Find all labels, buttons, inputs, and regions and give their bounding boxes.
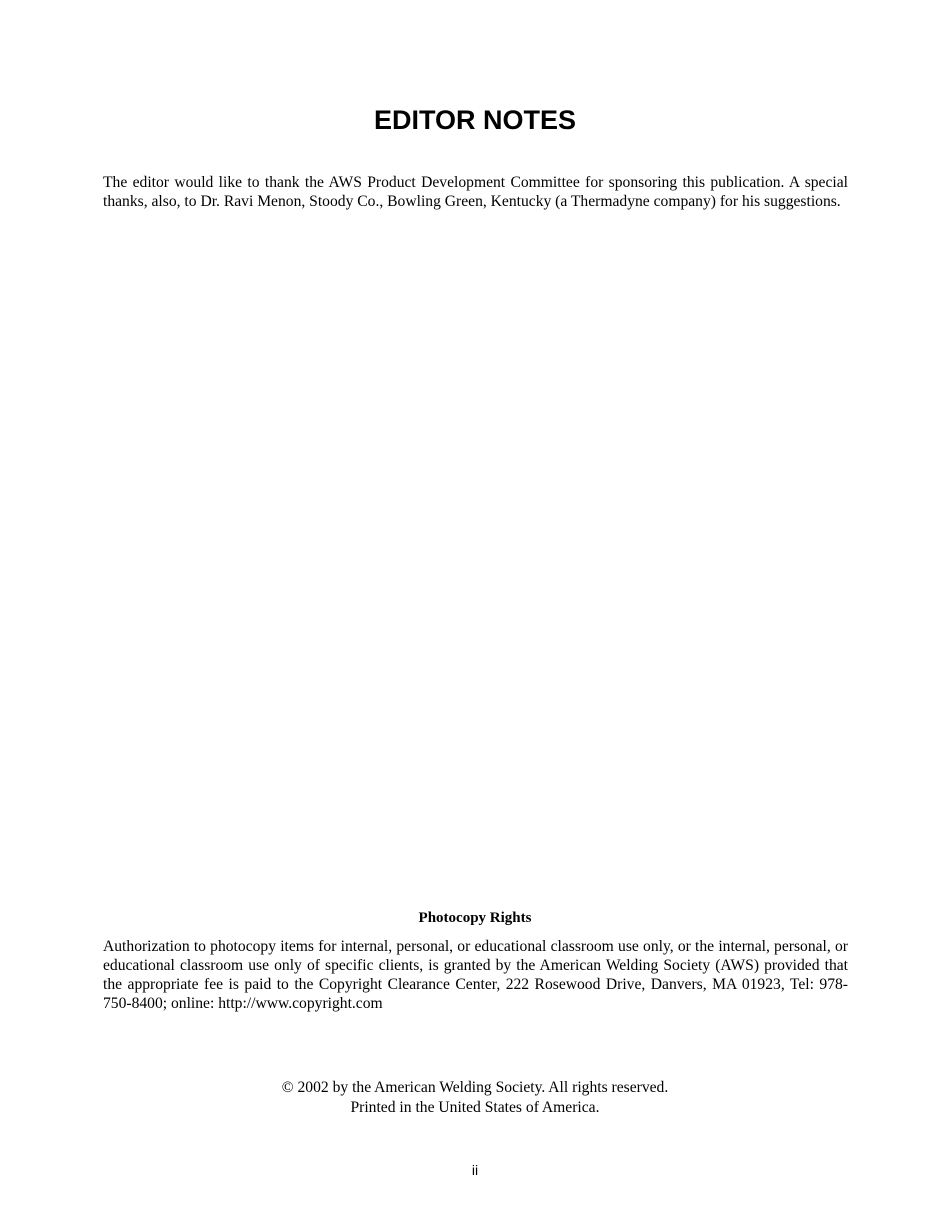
editor-notes-paragraph: The editor would like to thank the AWS Product Development Committee for sponsoring this publication. A special thanks, also, to Dr. Ravi Menon, Stoody Co., Bowling Green, Kentucky (a Thermadyne company) for his suggestions. [103, 174, 848, 210]
photocopy-rights-heading: Photocopy Rights [418, 910, 532, 926]
copyright-notice [0, 1078, 950, 1118]
copyright-line: © 2002 by the American Welding Society. All rights reserved. [281, 1079, 669, 1096]
printed-in-line: Printed in the United States of America. [350, 1099, 600, 1116]
photocopy-rights-paragraph: Authorization to photocopy items for internal, personal, or educational classroom use only, or the internal, personal, or educational classroom use only of specific clients, is granted by the American Welding Society (AWS) provided that the appropriate fee is paid to the Copyright Clearance Center, 222 Rosewood Drive, Danvers, MA 01923, Tel: 978-750-8400; online: http://www.copyright.com [103, 938, 848, 1012]
page-number: ii [471, 1162, 479, 1178]
page-title: EDITOR NOTES [373, 105, 577, 135]
